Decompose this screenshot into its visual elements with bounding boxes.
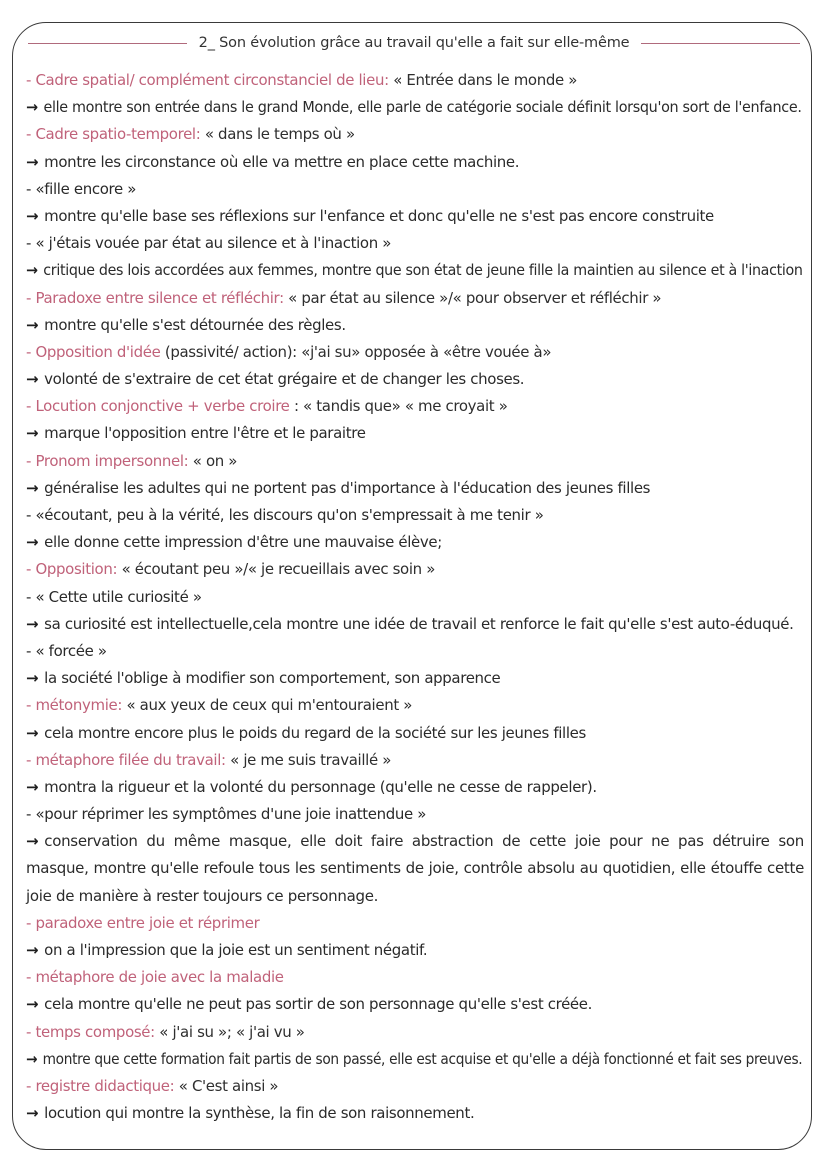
analysis-text: on a l'impression que la joie est un sentiment négatif.	[44, 941, 428, 960]
arrow-right-icon: →	[26, 261, 38, 280]
quote-line	[26, 176, 802, 203]
figure-label: - métaphore de joie avec la maladie	[26, 968, 284, 987]
analysis-text: volonté de s'extraire de cet état grégaire et de changer les choses.	[44, 370, 525, 389]
analysis-line	[26, 1100, 802, 1127]
notes-body	[26, 67, 804, 1127]
section-title: 2_ Son évolution grâce au travail qu'elle a fait sur elle-même	[198, 35, 630, 51]
figure-label: - Cadre spatial/ complément circonstanciel de lieu:	[26, 71, 389, 89]
header-rule-right	[641, 43, 800, 44]
analysis-text: généralise les adultes qui ne portent pas d'importance à l'éducation des jeunes filles	[44, 478, 651, 497]
quote-line	[26, 584, 802, 611]
arrow-right-icon: →	[26, 832, 39, 851]
analysis-text: elle donne cette impression d'être une mauvaise élève;	[44, 533, 442, 552]
quotation: « on »	[188, 451, 238, 470]
arrow-right-icon: →	[26, 533, 39, 552]
arrow-right-icon: →	[26, 370, 39, 389]
note-line	[26, 393, 802, 420]
quotation: « C'est ainsi »	[174, 1076, 279, 1095]
analysis-text: locution qui montre la synthèse, la fin de son raisonnement.	[44, 1104, 475, 1123]
note-line	[26, 692, 802, 719]
quotation: « je me suis travaillé »	[225, 750, 392, 769]
arrow-right-icon: →	[26, 995, 39, 1014]
analysis-text: la société l'oblige à modifier son comportement, son apparence	[44, 669, 501, 688]
analysis-line	[26, 991, 802, 1018]
quotation: « j'ai su »; « j'ai vu »	[154, 1022, 305, 1041]
arrow-right-icon: →	[26, 1104, 39, 1123]
quote-line	[26, 502, 802, 529]
arrow-right-icon: →	[26, 315, 39, 334]
analysis-line	[26, 475, 802, 502]
analysis-line	[26, 720, 802, 747]
analysis-line	[26, 312, 802, 339]
analysis-text: conservation du même masque, elle doit faire abstraction de cette joie pour ne pas détruire son masque, montre qu'elle refoule tous les sentiments de joie, contrôle absolu au quotidien, elle étouffe cette joie de manière à rester toujours ce personnage.	[26, 832, 804, 905]
figure-label: - Opposition d'idée	[26, 342, 161, 361]
note-line	[26, 1073, 802, 1100]
figure-label: - Pronom impersonnel:	[26, 451, 189, 470]
analysis-paragraph	[26, 828, 804, 910]
analysis-text: cela montre encore plus le poids du regard de la société sur les jeunes filles	[44, 723, 586, 742]
analysis-line	[26, 665, 802, 692]
figure-label: - Cadre spatio-temporel:	[26, 125, 201, 144]
quotation: « dans le temps où »	[200, 125, 355, 144]
quotation: « par état au silence »/« pour observer et réfléchir »	[283, 288, 662, 307]
analysis-line	[26, 420, 802, 447]
analysis-line	[26, 149, 802, 176]
quotation: - « Cette utile curiosité »	[26, 587, 202, 606]
figure-label: - métonymie:	[26, 696, 123, 715]
arrow-right-icon: →	[26, 98, 38, 117]
quote-line	[26, 638, 802, 665]
quote-line	[26, 801, 802, 828]
analysis-text: cela montre qu'elle ne peut pas sortir de son personnage qu'elle s'est créée.	[44, 995, 593, 1014]
quotation: « aux yeux de ceux qui m'entouraient »	[122, 696, 413, 715]
arrow-right-icon: →	[26, 941, 39, 960]
analysis-line	[26, 611, 802, 638]
analysis-line	[26, 94, 802, 121]
note-line	[26, 747, 802, 774]
analysis-text: marque l'opposition entre l'être et le paraitre	[44, 424, 366, 443]
quotation: (passivité/ action): «j'ai su» opposée à «être vouée à»	[160, 342, 552, 361]
analysis-line	[26, 529, 802, 556]
arrow-right-icon: →	[26, 614, 39, 633]
figure-label: - Opposition:	[26, 560, 118, 579]
analysis-line	[26, 257, 803, 284]
quotation: - «écoutant, peu à la vérité, les discours qu'on s'empressait à me tenir »	[26, 506, 544, 524]
note-line	[26, 67, 802, 94]
note-line	[26, 121, 802, 148]
quotation: - «fille encore »	[26, 179, 137, 198]
arrow-right-icon: →	[26, 1049, 38, 1068]
analysis-text: sa curiosité est intellectuelle,cela montre une idée de travail et renforce le fait qu'elle s'est auto-éduqué.	[44, 614, 794, 633]
header-rule-left	[28, 43, 187, 44]
figure-label: - métaphore filée du travail:	[26, 750, 226, 769]
quotation: - « forcée »	[26, 641, 107, 660]
note-line	[26, 556, 802, 583]
section-header	[28, 30, 800, 56]
arrow-right-icon: →	[26, 723, 39, 742]
note-line	[26, 1019, 802, 1046]
note-line	[26, 285, 802, 312]
quotation: - «pour réprimer les symptômes d'une joie inattendue »	[26, 805, 427, 824]
analysis-text: elle montre son entrée dans le grand Monde, elle parle de catégorie sociale définit lorsqu'on sort de l'enfance.	[43, 98, 802, 117]
quotation: « Entrée dans le monde »	[388, 71, 578, 89]
analysis-line	[26, 937, 802, 964]
quotation: : « tandis que» « me croyait »	[289, 397, 508, 416]
arrow-right-icon: →	[26, 669, 39, 688]
analysis-text: critique des lois accordées aux femmes, montre que son état de jeune fille la maintien au silence et à l'inaction	[43, 261, 803, 280]
arrow-right-icon: →	[26, 478, 39, 497]
analysis-line	[26, 1046, 803, 1073]
arrow-right-icon: →	[26, 152, 39, 171]
arrow-right-icon: →	[26, 777, 39, 796]
figure-label: - registre didactique:	[26, 1076, 175, 1095]
analysis-text: montre qu'elle s'est détournée des règles.	[44, 315, 346, 334]
analysis-line	[26, 774, 802, 801]
note-line	[26, 964, 802, 991]
analysis-text: montre que cette formation fait partis de son passé, elle est acquise et qu'elle a déjà fonctionné et fait ses preuves.	[42, 1049, 803, 1068]
note-line	[26, 339, 802, 366]
quotation: - « j'étais vouée par état au silence et à l'inaction »	[26, 234, 392, 253]
analysis-line	[26, 203, 802, 230]
analysis-text: montre qu'elle base ses réflexions sur l'enfance et donc qu'elle ne s'est pas encore construite	[44, 206, 714, 225]
analysis-text: montra la rigueur et la volonté du personnage (qu'elle ne cesse de rappeler).	[44, 777, 597, 796]
figure-label: - Paradoxe entre silence et réfléchir:	[26, 288, 284, 307]
note-line	[26, 910, 802, 937]
note-line	[26, 448, 802, 475]
arrow-right-icon: →	[26, 424, 39, 443]
figure-label: - Locution conjonctive + verbe croire	[26, 397, 290, 416]
analysis-line	[26, 366, 802, 393]
arrow-right-icon: →	[26, 206, 39, 225]
figure-label: - paradoxe entre joie et réprimer	[26, 913, 260, 932]
analysis-text: montre les circonstance où elle va mettre en place cette machine.	[44, 152, 520, 171]
quote-line	[26, 230, 802, 257]
quotation: « écoutant peu »/« je recueillais avec soin »	[117, 560, 436, 579]
figure-label: - temps composé:	[26, 1022, 155, 1041]
